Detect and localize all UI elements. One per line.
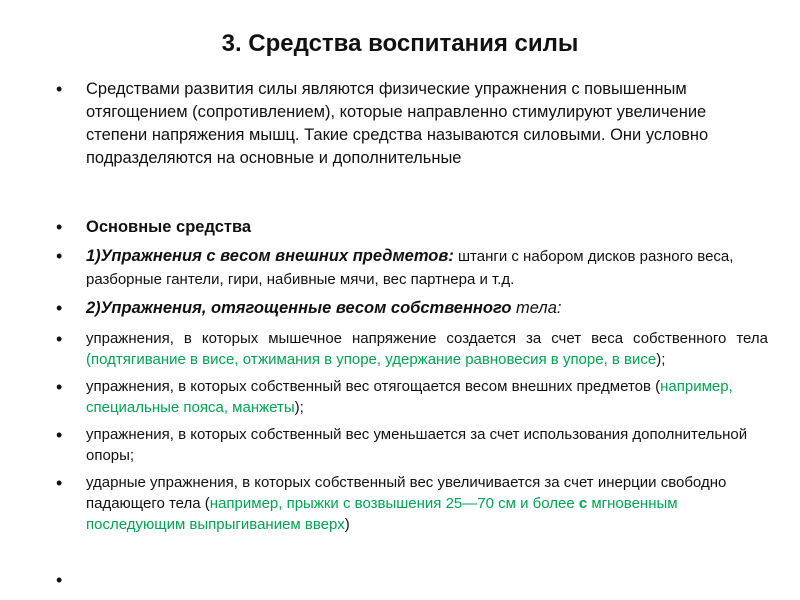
bullet-list	[56, 78, 768, 590]
sub2-text: упражнения, в которых собственный вес отягощается весом внешних предметов (	[86, 378, 661, 395]
sub2-bullet	[56, 376, 768, 418]
sub3-text: упражнения, в которых собственный вес уменьшается за счет использования дополнительной опоры;	[86, 426, 748, 464]
sub1-tail: );	[656, 351, 666, 368]
slide-title: 3. Средства воспитания силы	[221, 30, 579, 57]
sub4-text: ударные упражнения, в которых собственный вес увеличивается за счет инерции свободно падающего тела (	[86, 474, 727, 512]
item1-bullet	[56, 245, 768, 291]
intro-bullet	[56, 78, 768, 170]
sub1-bullet	[56, 328, 768, 370]
sub4-example-bold: с	[578, 495, 588, 512]
sub2-tail: );	[294, 399, 304, 416]
sub4-tail: )	[344, 516, 350, 533]
sub1-example: (подтягивание в висе, отжимания в упоре, удержание равновесия в упоре, в висе	[86, 351, 657, 368]
item1-text: штанги с набором дисков разного веса, разборные гантели, гири, набивные мячи, вес партнера и т.д.	[86, 248, 734, 288]
sub4-example-end: мгновенным последующим выпрыгиванием вверх	[86, 495, 678, 533]
sub2-example: например, специальные пояса, манжеты	[86, 378, 733, 416]
item2-heading: 2)Упражнения, отягощенные весом собственного	[86, 299, 512, 317]
sub4-example: например, прыжки с возвышения 25—70 см и более	[209, 495, 579, 512]
sub3-bullet	[56, 424, 768, 466]
main-means-heading: Основные средства	[86, 218, 252, 236]
sub4-bullet	[56, 472, 768, 535]
empty-bullet	[56, 569, 768, 590]
sub1-text: упражнения, в которых мышечное напряжение создается за счет веса собственного тела	[86, 330, 768, 347]
item1-heading: 1)Упражнения с весом внешних предметов:	[86, 247, 454, 265]
main-means-bullet	[56, 216, 768, 239]
intro-text: Средствами развития силы являются физические упражнения с повышенным отягощением (сопротивлением), которые направленно стимулируют увеличение степени напряжения мышц. Такие средства называются силовыми. Они условно подразделяются на основные и дополнительные	[86, 80, 709, 167]
item2-heading-tail: тела:	[511, 299, 562, 317]
item2-bullet	[56, 297, 768, 320]
